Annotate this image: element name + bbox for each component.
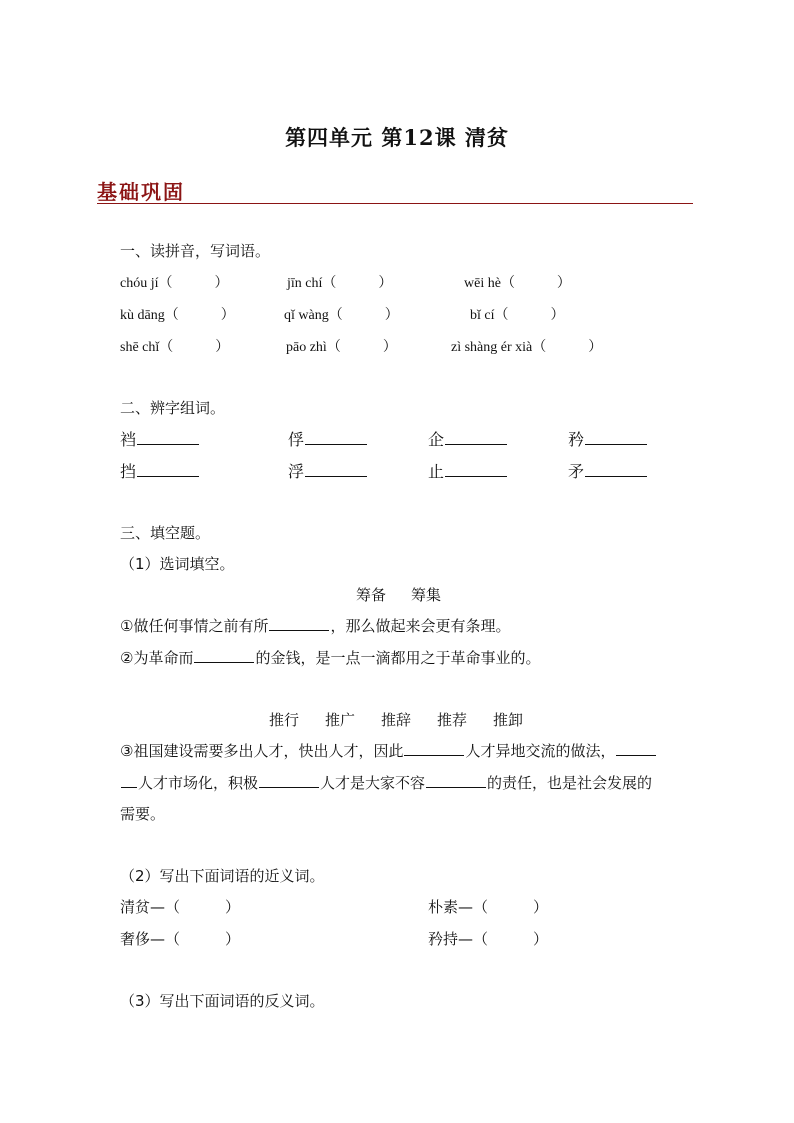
answer-blank[interactable] xyxy=(616,754,656,756)
sentence-2: ②为革命而 的金钱，是一点一滴都用之于革命事业的。 xyxy=(120,649,541,667)
word-choice: 推辞 xyxy=(381,711,412,729)
sentence-3-line-1: ③祖国建设需要多出人才，快出人才，因此 人才异地交流的做法， xyxy=(120,740,657,761)
banner-divider xyxy=(97,203,693,204)
answer-paren[interactable]: （ ） xyxy=(322,276,393,291)
char-item: 矛 xyxy=(568,459,648,482)
section-2-heading: 二、辨字组词。 xyxy=(120,399,226,417)
answer-blank[interactable] xyxy=(305,443,367,445)
sentence-3-line-2: 人才市场化，积极 人才是大家不容 的责任，也是社会发展的 xyxy=(120,772,652,793)
answer-blank[interactable] xyxy=(194,661,254,663)
pinyin-item: bǐ cí（ ） xyxy=(470,308,565,323)
answer-blank[interactable] xyxy=(426,786,486,788)
char-item: 浮 xyxy=(288,459,368,482)
word-choice: 筹集 xyxy=(411,586,442,604)
subquestion-3: （3）写出下面词语的反义词。 xyxy=(120,992,325,1010)
synonym-item: 清贫—（ ） xyxy=(120,898,241,916)
char-item: 裆 xyxy=(120,427,200,450)
answer-paren[interactable]: —（ ） xyxy=(458,898,549,916)
answer-blank[interactable] xyxy=(445,443,507,445)
subquestion-2: （2）写出下面词语的近义词。 xyxy=(120,867,325,885)
section-banner: 基础巩固 xyxy=(97,180,185,204)
char-item: 俘 xyxy=(288,427,368,450)
pinyin-item: kù dāng（ ） xyxy=(120,308,235,323)
char-item: 挡 xyxy=(120,459,200,482)
answer-blank[interactable] xyxy=(585,443,647,445)
answer-paren[interactable]: —（ ） xyxy=(150,930,241,948)
word-choice: 推荐 xyxy=(437,711,468,729)
answer-blank[interactable] xyxy=(404,754,464,756)
answer-paren[interactable]: （ ） xyxy=(326,340,397,355)
section-1-heading: 一、读拼音，写词语。 xyxy=(120,242,271,260)
pinyin-item: qǐ wàng（ ） xyxy=(284,308,399,323)
answer-blank[interactable] xyxy=(121,786,137,788)
synonym-item: 朴素—（ ） xyxy=(428,898,549,916)
answer-blank[interactable] xyxy=(259,786,319,788)
word-choice: 推行 xyxy=(269,711,300,729)
answer-blank[interactable] xyxy=(137,475,199,477)
answer-paren[interactable]: （ ） xyxy=(532,340,603,355)
answer-blank[interactable] xyxy=(305,475,367,477)
answer-paren[interactable]: （ ） xyxy=(164,308,235,323)
answer-paren[interactable]: （ ） xyxy=(158,276,229,291)
answer-paren[interactable]: （ ） xyxy=(159,340,230,355)
answer-paren[interactable]: （ ） xyxy=(328,308,399,323)
synonym-item: 矜持—（ ） xyxy=(428,930,549,948)
answer-blank[interactable] xyxy=(137,443,199,445)
pinyin-item: zì shàng ér xià（ ） xyxy=(451,340,603,355)
word-choice: 筹备 xyxy=(356,586,387,604)
pinyin-item: shē chǐ（ ） xyxy=(120,340,230,355)
word-choice: 推广 xyxy=(325,711,356,729)
subquestion-1: （1）选词填空。 xyxy=(120,555,235,573)
pinyin-item: pāo zhì（ ） xyxy=(286,340,397,355)
answer-blank[interactable] xyxy=(445,475,507,477)
pinyin-item: jīn chí（ ） xyxy=(287,276,393,291)
answer-paren[interactable]: —（ ） xyxy=(458,930,549,948)
answer-paren[interactable]: （ ） xyxy=(500,276,571,291)
word-choice: 推卸 xyxy=(493,711,524,729)
sentence-3-line-3: 需要。 xyxy=(120,805,166,823)
sentence-1: ①做任何事情之前有所 ，那么做起来会更有条理。 xyxy=(120,617,511,635)
char-item: 企 xyxy=(428,427,508,450)
answer-blank[interactable] xyxy=(269,629,329,631)
synonym-item: 奢侈—（ ） xyxy=(120,930,241,948)
pinyin-item: chóu jí（ ） xyxy=(120,276,229,291)
char-item: 矜 xyxy=(568,427,648,450)
char-item: 止 xyxy=(428,459,508,482)
page-title: 第四单元 第12课 清贫 xyxy=(285,125,509,150)
answer-blank[interactable] xyxy=(585,475,647,477)
answer-paren[interactable]: —（ ） xyxy=(150,898,241,916)
section-3-heading: 三、填空题。 xyxy=(120,524,211,542)
pinyin-item: wēi hè（ ） xyxy=(464,276,571,291)
answer-paren[interactable]: （ ） xyxy=(494,308,565,323)
